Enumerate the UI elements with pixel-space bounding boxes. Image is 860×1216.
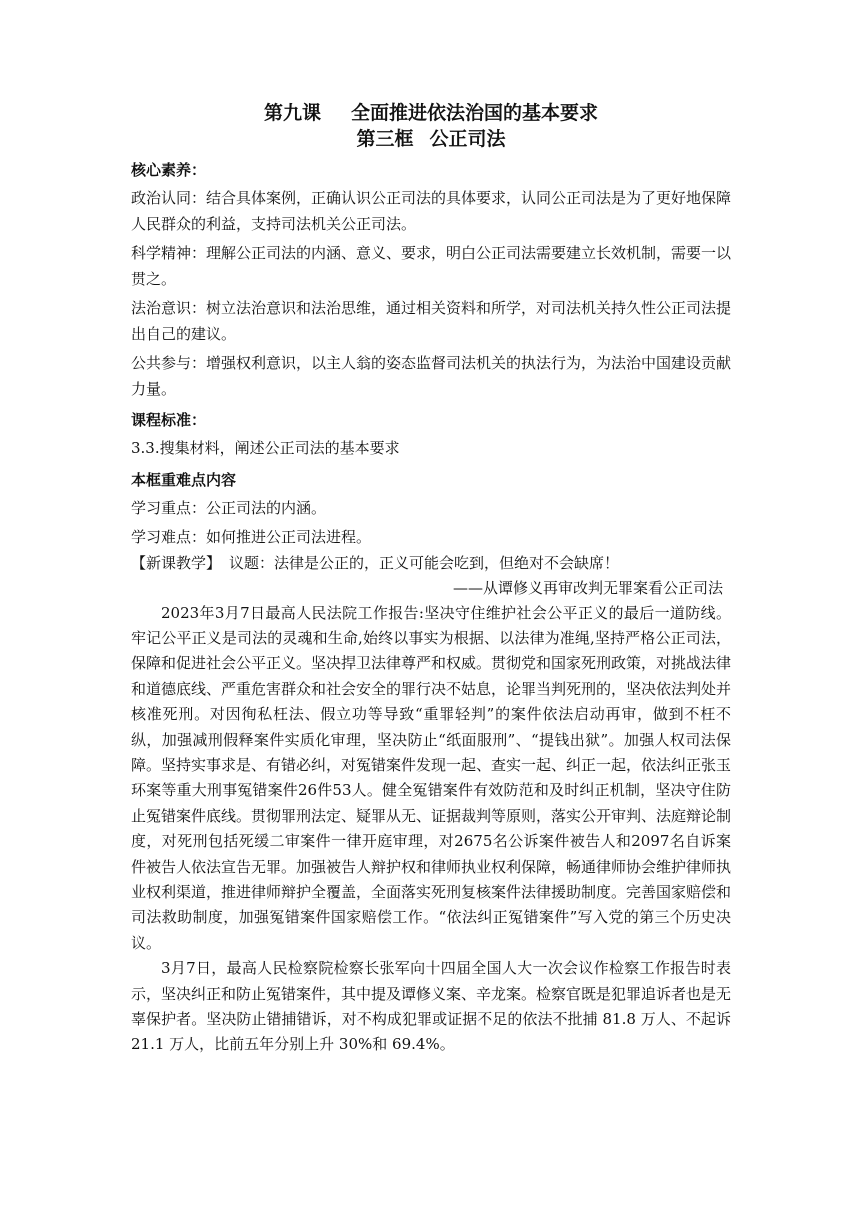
learning-focus: 学习重点：公正司法的内涵。 (131, 498, 327, 517)
court-report-paragraph: 2023年3月7日最高人民法院工作报告:坚决守住维护社会公平正义的最后一道防线。牢记公平正义是司法的灵魂和生命,始终以事实为根据、以法律为准绳,坚持严格公正司法，保障和促进社会公平正义。坚决捍卫法律尊严和权威。贯彻党和国家死刑政策，对挑战法律和道德底线、严重危害群众和社会安全的罪行决不姑息，论罪当判死刑的，坚决依法判处并核准死刑。对因徇私枉法、假立功等导致“重罪轻判”的案件依法启动再审，做到不枉不纵，加强减刑假释案件实质化审理，坚决防止“纸面服刑”、“提钱出狱”。加强人权司法保障。坚持实事求是、有错必纠，对冤错案件发现一起、查实一起、纠正一起，依法纠正张玉环案等重大刑事冤错案件26件53人。健全冤错案件有效防范和及时纠正机制，坚决守住防止冤错案件底线。贯彻罪刑法定、疑罪从无、证据裁判等原则，落实公开审判、法庭辩论制度，对死刑包括死缓二审案件一律开庭审理，对2675名公诉案件被告人和2097名自诉案件被告人依法宣告无罪。加强被告人辩护权和律师执业权利保障，畅通律师协会维护律师执业权利渠道，推进律师辩护全覆盖，全面落实死刑复核案件法律援助制度。完善国家赔偿和司法救助制度，加强冤错案件国家赔偿工作。“依法纠正冤错案件”写入党的第三个历史决议。 (131, 603, 732, 952)
document-page (131, 100, 731, 1058)
learning-difficulty: 学习难点：如何推进公正司法进程。 (131, 528, 372, 546)
topic-text: 议题：法律是公正的，正义可能会吃到，但绝对不会缺席！ (229, 553, 620, 572)
core-literacy-heading: 核心素养： (131, 161, 207, 179)
new-lesson-tag: 【新课教学】 (131, 553, 222, 572)
core-political-identity: 政治认同：结合具体案例，正确认识公正司法的具体要求，认同公正司法是为了更好地保障人民群众的利益，支持司法机关公正司法。 (131, 189, 732, 233)
section-number: 第三框 (356, 128, 414, 150)
section-title (131, 126, 731, 152)
lesson-number: 第九课 (263, 102, 321, 124)
curriculum-standard-text: 3.3.搜集材料，阐述公正司法的基本要求 (131, 439, 400, 457)
topic-source: ——从谭修义再审改判无罪案看公正司法 (452, 578, 723, 597)
section-name: 公正司法 (429, 128, 506, 150)
core-legal-awareness: 法治意识：树立法治意识和法治思维，通过相关资料和所学，对司法机关持久性公正司法提出自己的建议。 (131, 299, 732, 343)
curriculum-standard-heading: 课程标准： (131, 411, 207, 429)
core-scientific-spirit: 科学精神：理解公正司法的内涵、意义、要求，明白公正司法需要建立长效机制，需要一以贯之。 (131, 244, 732, 288)
lesson-name: 全面推进依法治国的基本要求 (351, 102, 599, 124)
lesson-title (131, 100, 731, 126)
procuratorate-report-paragraph: 3月7日，最高人民检察院检察长张军向十四届全国人大一次会议作检察工作报告时表示，坚决纠正和防止冤错案件，其中提及谭修义案、辛龙案。检察官既是犯罪追诉者也是无辜保护者。坚决防止错捕错诉，对不构成犯罪或证据不足的依法不批捕 81.8 万人、不起诉 21.1 万人，比前五年分别上升 30%和 69.4%。 (131, 959, 732, 1054)
new-lesson-topic (131, 551, 731, 576)
core-public-participation: 公共参与：增强权利意识，以主人翁的姿态监督司法机关的执法行为，为法治中国建设贡献力量。 (131, 354, 732, 398)
key-points-heading: 本框重难点内容 (131, 470, 237, 489)
